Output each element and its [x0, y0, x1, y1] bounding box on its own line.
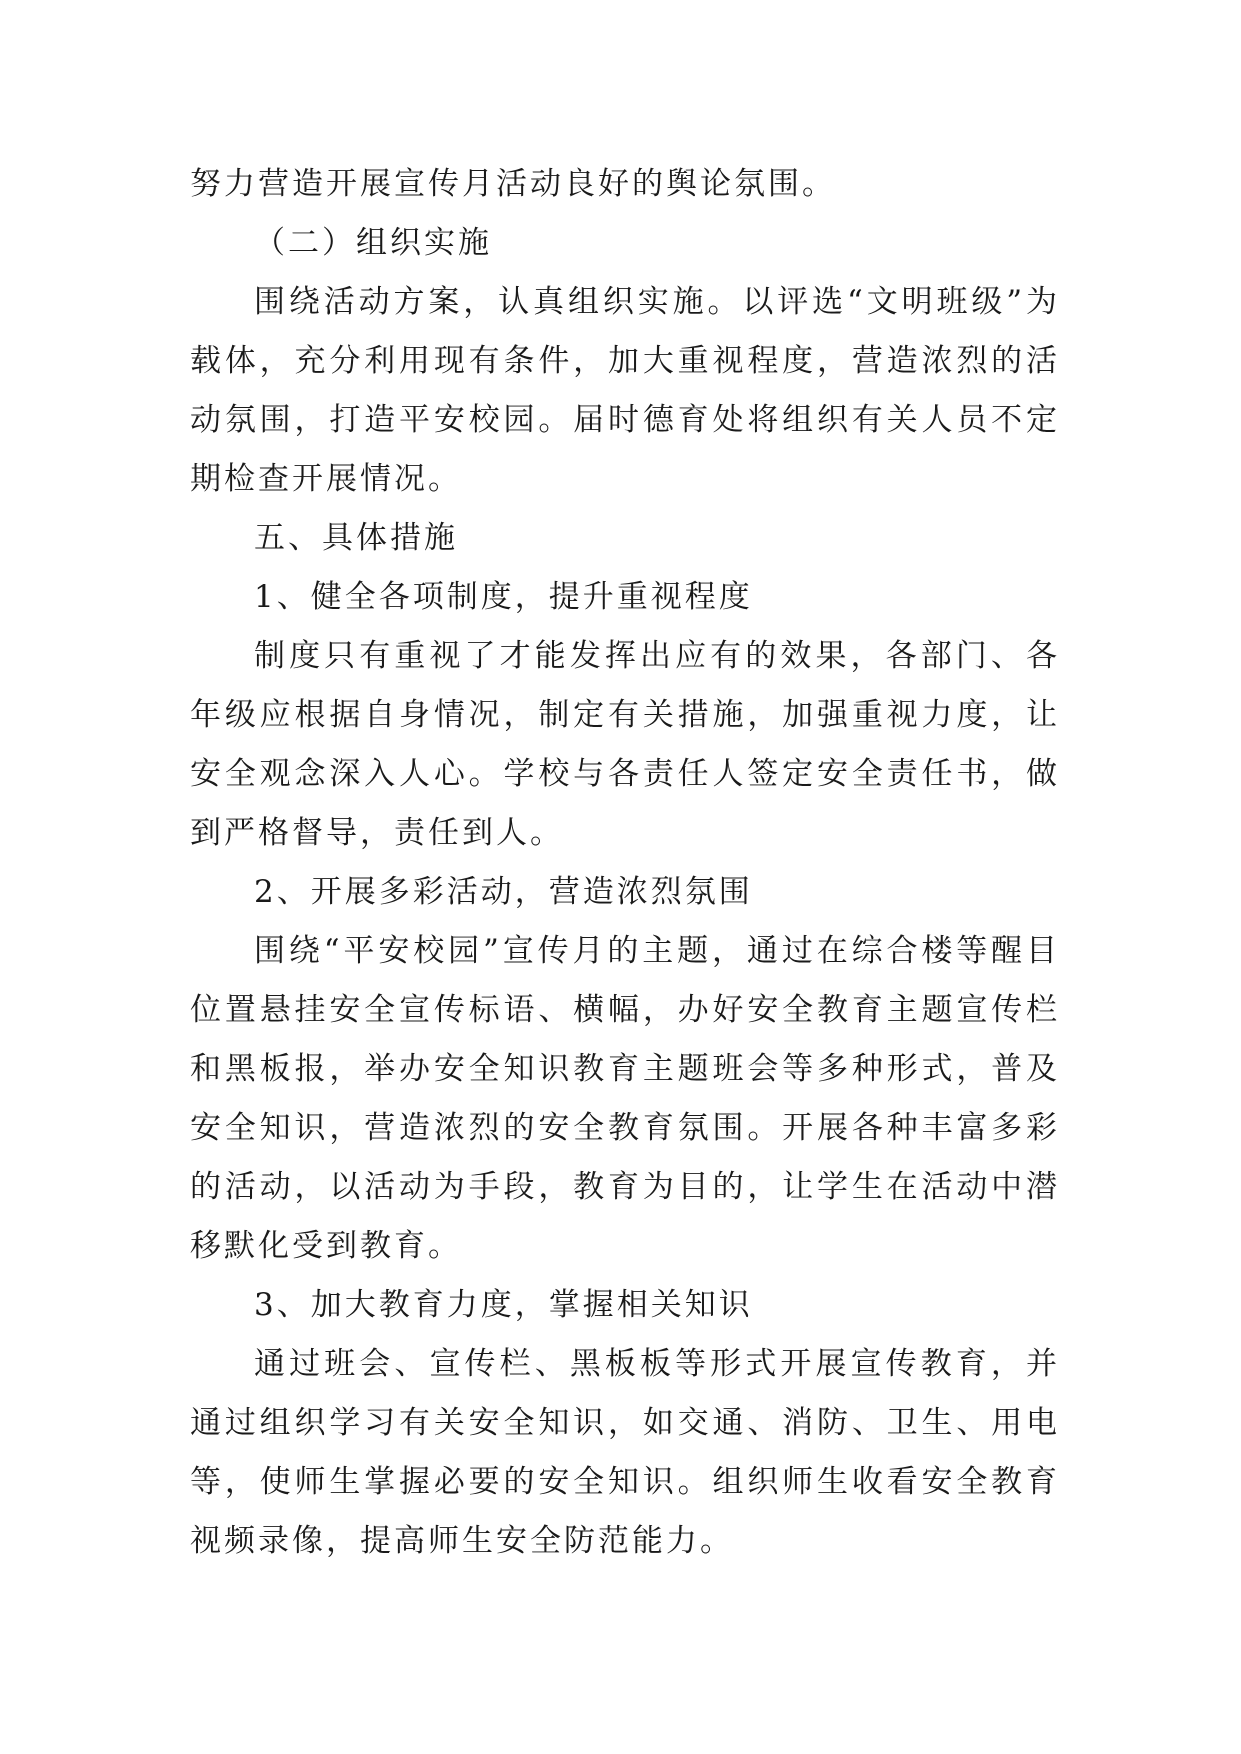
paragraph-continuation: 努力营造开展宣传月活动良好的舆论氛围。 [190, 166, 836, 202]
paragraph-3: 通过班会、宣传栏、黑板板等形式开展宣传教育，并通过组织学习有关安全知识，如交通、消防、卫生、用电等，使师生掌握必要的安全知识。组织师生收看安全教育视频录像，提高师生安全防范能力。 [190, 1346, 1060, 1559]
section-heading-organize: （二）组织实施 [254, 225, 492, 261]
paragraph-2: 围绕“平安校园”宣传月的主题，通过在综合楼等醒目位置悬挂安全宣传标语、横幅，办好安全教育主题宣传栏和黑板报，举办安全知识教育主题班会等多种形式，普及安全知识，营造浓烈的安全教育氛围。开展各种丰富多彩的活动，以活动为手段，教育为目的，让学生在活动中潜移默化受到教育。 [190, 933, 1060, 1264]
paragraph-organize: 围绕活动方案，认真组织实施。以评选“文明班级”为载体，充分利用现有条件，加大重视程度，营造浓烈的活动氛围，打造平安校园。届时德育处将组织有关人员不定期检查开展情况。 [190, 284, 1060, 497]
subheading-2: 2、开展多彩活动，营造浓烈氛围 [254, 874, 753, 910]
document-body [190, 155, 1060, 1571]
paragraph-1: 制度只有重视了才能发挥出应有的效果，各部门、各年级应根据自身情况，制定有关措施，加强重视力度，让安全观念深入人心。学校与各责任人签定安全责任书，做到严格督导，责任到人。 [190, 638, 1060, 851]
subheading-1: 1、健全各项制度，提升重视程度 [254, 579, 753, 615]
subheading-3: 3、加大教育力度，掌握相关知识 [254, 1287, 753, 1323]
section-heading-measures: 五、具体措施 [254, 520, 458, 556]
